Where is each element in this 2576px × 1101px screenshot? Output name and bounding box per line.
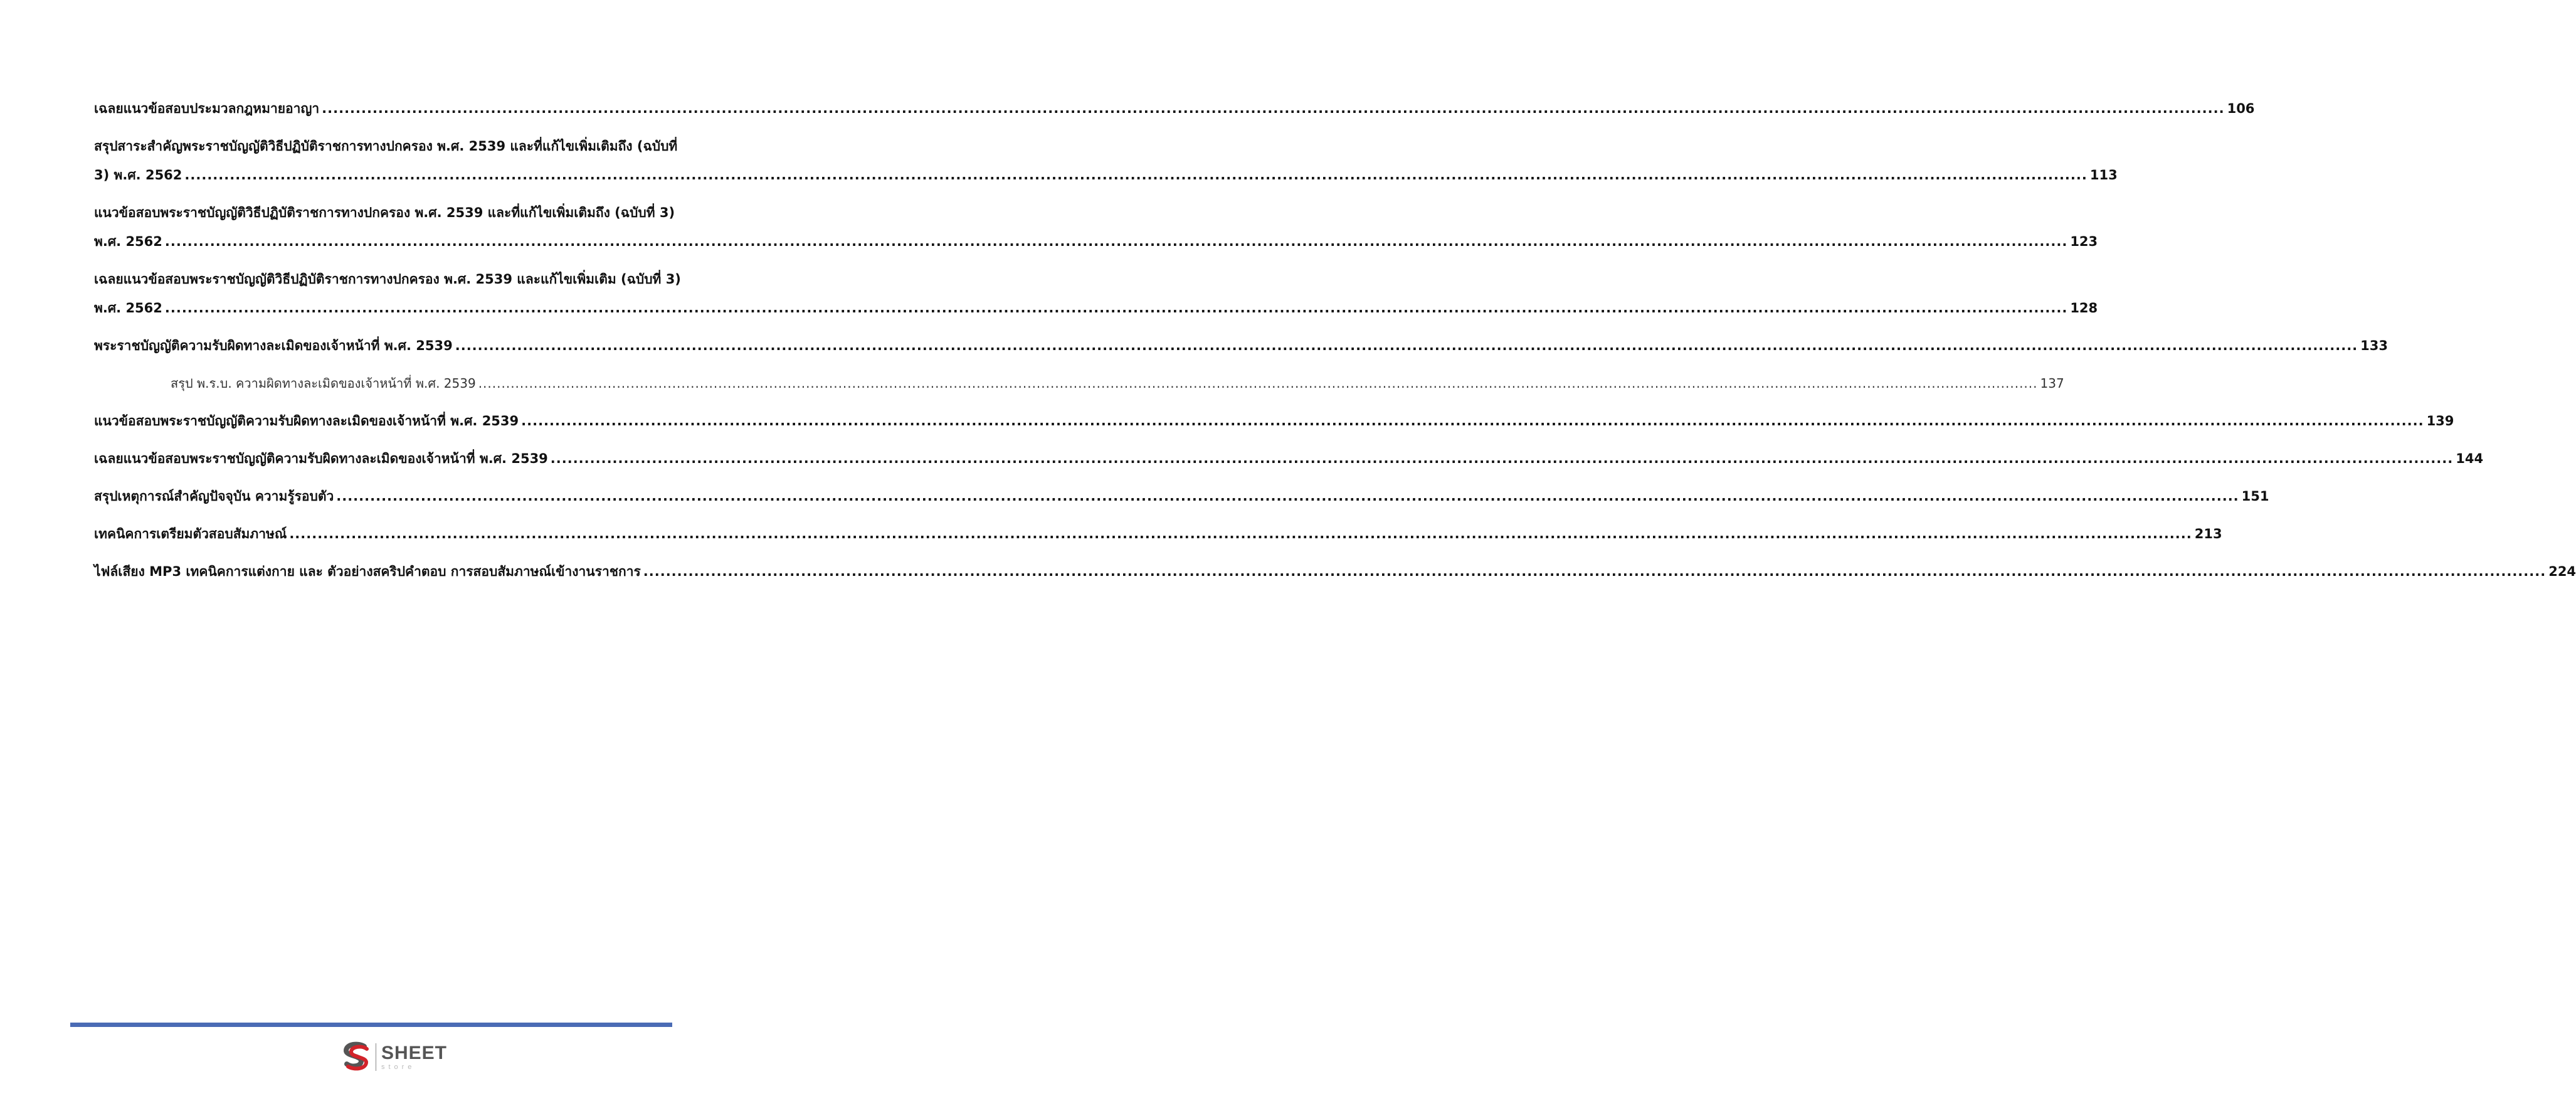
toc-leader-dots [289, 519, 2192, 548]
toc-entry[interactable] [94, 557, 2576, 586]
toc-leader-dots [643, 557, 2546, 586]
toc-page-number: 123 [2070, 234, 2098, 249]
toc-leader-dots [184, 161, 2087, 189]
toc-entry-title: แนวข้อสอบพระราชบัญญัติความรับผิดทางละเมิดของเจ้าหน้าที่ พ.ศ. 2539 [94, 413, 519, 428]
toc-leader-dots [455, 331, 2358, 360]
toc-entry-title: ไฟล์เสียง MP3 เทคนิคการแต่งกาย และ ตัวอย่างสคริปคำตอบ การสอบสัมภาษณ์เข้างานราชการ [94, 564, 641, 579]
toc-entry[interactable] [94, 198, 2098, 256]
toc-page-number: 113 [2089, 168, 2118, 183]
toc-leader-dots [165, 294, 2067, 322]
toc-leader-dots [336, 482, 2239, 511]
footer-rule [70, 1023, 672, 1027]
logo-subword: store [381, 1063, 416, 1071]
toc-entry-title: เฉลยแนวข้อสอบพระราชบัญญัติความรับผิดทางละเมิดของเจ้าหน้าที่ พ.ศ. 2539 [94, 451, 548, 466]
toc-entry[interactable] [94, 482, 2269, 511]
sheet-s-logo-icon [340, 1041, 372, 1073]
toc-page-number: 106 [2227, 101, 2255, 116]
toc-entry-title: พระราชบัญญัติความรับผิดทางละเมิดของเจ้าหน้าที่ พ.ศ. 2539 [94, 338, 453, 353]
toc-entry[interactable] [94, 444, 2484, 473]
logo-word: SHEET [381, 1042, 447, 1063]
toc-entry-title-line2: พ.ศ. 2562 [94, 301, 162, 316]
toc-page-number: 224 [2548, 564, 2576, 579]
toc-page-number: 151 [2241, 489, 2269, 504]
toc-page-number: 213 [2194, 526, 2222, 541]
toc-leader-dots [521, 407, 2424, 435]
toc-leader-dots [322, 94, 2224, 123]
toc-entry-title: เทคนิคการเตรียมตัวสอบสัมภาษณ์ [94, 526, 287, 541]
toc-page-number: 144 [2456, 451, 2484, 466]
toc-subentry[interactable] [94, 369, 2064, 398]
toc-entry[interactable] [94, 407, 2454, 435]
toc-page-number: 133 [2360, 338, 2388, 353]
toc-leader-dots [551, 444, 2453, 473]
sheet-store-logo [340, 1038, 447, 1076]
toc-entry-title: สรุปเหตุการณ์สำคัญปัจจุบัน ความรู้รอบตัว [94, 489, 334, 504]
toc-entry[interactable] [94, 519, 2222, 548]
toc-subentry-title: สรุป พ.ร.บ. ความผิดทางละเมิดของเจ้าหน้าที่ พ.ศ. 2539 [171, 376, 476, 391]
toc-entry[interactable] [94, 94, 2255, 123]
toc-entry-title-line1: เฉลยแนวข้อสอบพระราชบัญญัติวิธีปฏิบัติราชการทางปกครอง พ.ศ. 2539 และแก้ไขเพิ่มเติม (ฉบับที่ 3) [94, 272, 681, 287]
toc-entry-title: เฉลยแนวข้อสอบประมวลกฎหมายอาญา [94, 101, 320, 116]
table-of-contents [94, 94, 2576, 595]
toc-entry-title-line2: 3) พ.ศ. 2562 [94, 168, 182, 183]
toc-entry[interactable] [94, 132, 2118, 189]
toc-leader-dots [478, 369, 2038, 398]
toc-page-number: 139 [2426, 413, 2454, 428]
toc-page-number: 128 [2070, 301, 2098, 316]
toc-entry-title-line2: พ.ศ. 2562 [94, 234, 162, 249]
toc-entry-title-line1: แนวข้อสอบพระราชบัญญัติวิธีปฏิบัติราชการทางปกครอง พ.ศ. 2539 และที่แก้ไขเพิ่มเติมถึง (ฉบับที่ 3) [94, 205, 675, 220]
toc-entry[interactable] [94, 331, 2388, 360]
logo-text [381, 1044, 447, 1071]
toc-entry[interactable] [94, 265, 2098, 322]
toc-entry-title-line1: สรุปสาระสำคัญพระราชบัญญัติวิธีปฏิบัติราชการทางปกครอง พ.ศ. 2539 และที่แก้ไขเพิ่มเติมถึง (ฉบับที่ [94, 139, 678, 154]
toc-leader-dots [165, 227, 2067, 256]
toc-page-number: 137 [2040, 376, 2064, 391]
